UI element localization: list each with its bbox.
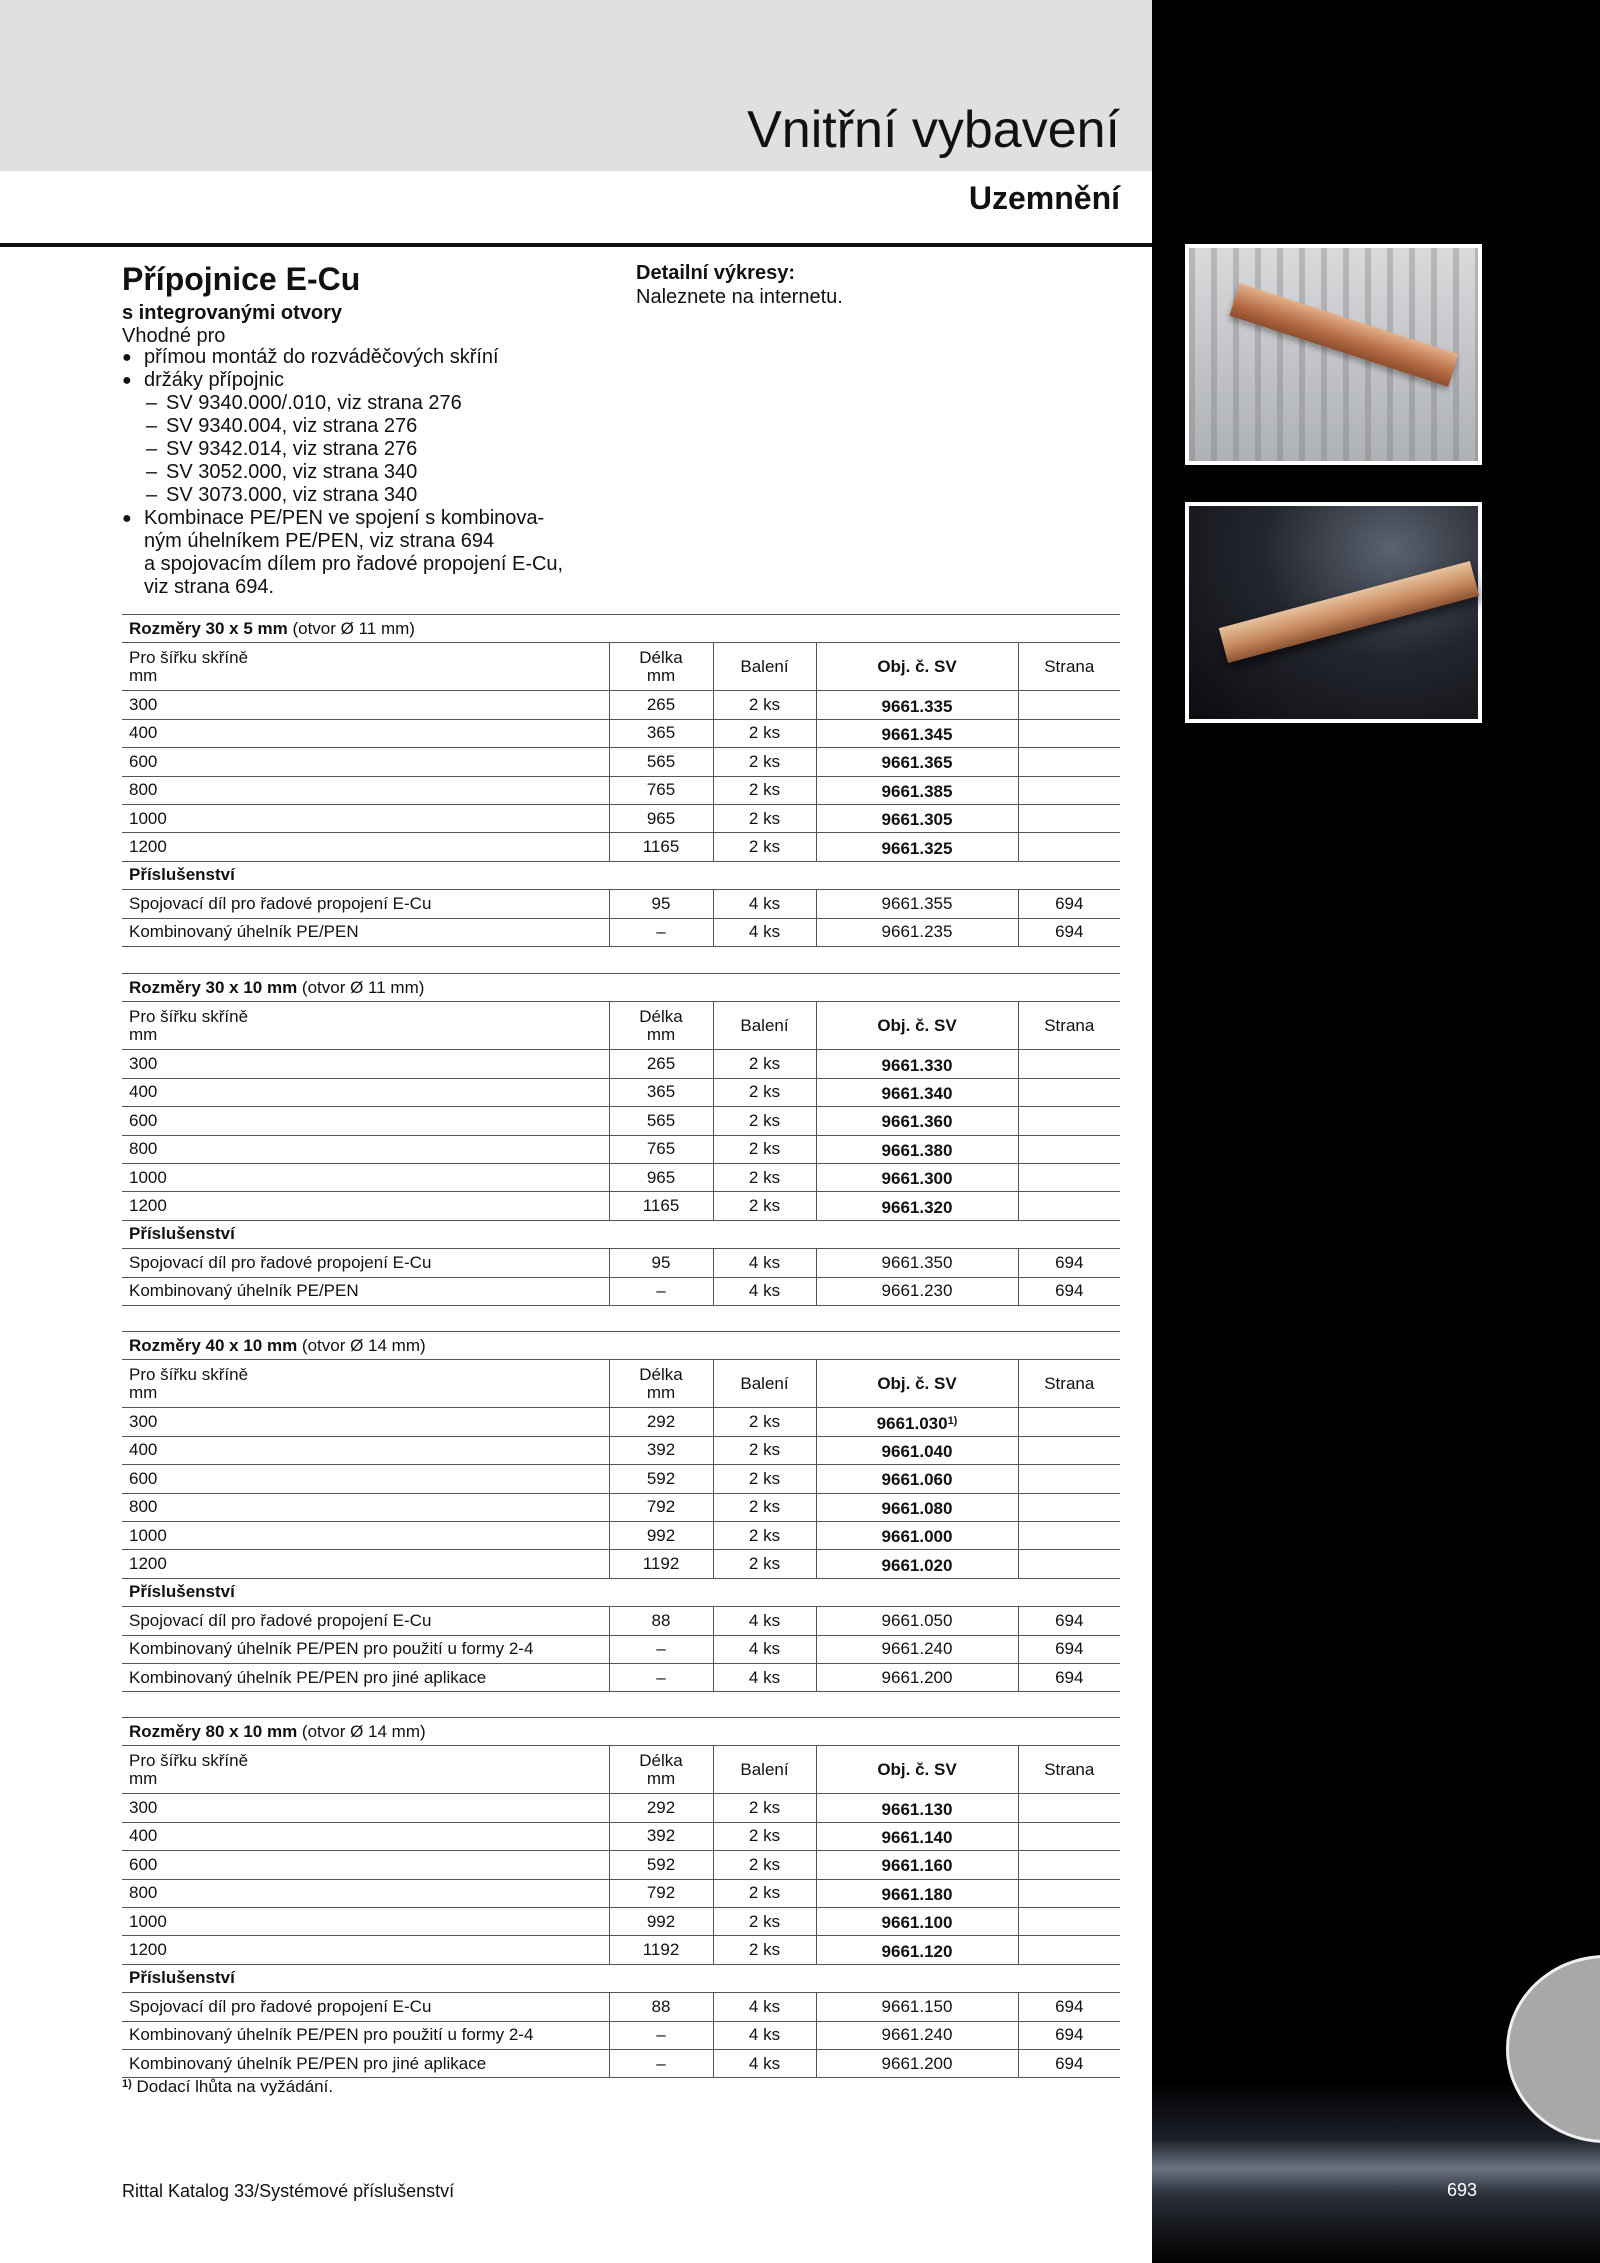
accessory-row <box>122 1993 1120 2021</box>
product-subtitle: s integrovanými otvory <box>122 302 343 324</box>
col-header-length: Délka mm <box>609 1002 713 1050</box>
col-header-width: Pro šířku skříně mm <box>122 1360 609 1408</box>
cell-page <box>1018 748 1120 776</box>
cell-length: – <box>609 2021 713 2049</box>
cell-length: 765 <box>609 776 713 804</box>
cell-length: 95 <box>609 1249 713 1277</box>
cell-length: 95 <box>609 890 713 918</box>
cell-length: 265 <box>609 691 713 719</box>
col-header-length: Délka mm <box>609 643 713 691</box>
cell-width: 600 <box>122 1851 609 1879</box>
col-header-order: Obj. č. SV <box>816 1746 1018 1794</box>
cell-pack: 4 ks <box>713 918 816 946</box>
feature-subitem: – SV 9342.014, viz strana 276 <box>144 438 622 461</box>
cell-length: 965 <box>609 804 713 832</box>
cell-order: 9661.160 <box>816 1851 1018 1879</box>
cell-width: 800 <box>122 1493 609 1521</box>
cell-accessory-name: Kombinovaný úhelník PE/PEN pro jiné aplikace <box>122 1663 609 1691</box>
cell-length: 1192 <box>609 1936 713 1964</box>
dimension-table <box>122 973 1120 1306</box>
cell-pack: 2 ks <box>713 1408 816 1436</box>
cell-length: 365 <box>609 719 713 747</box>
cell-pack: 2 ks <box>713 1907 816 1935</box>
cell-width: 1200 <box>122 1192 609 1220</box>
table-header-row <box>122 1360 1120 1408</box>
busbar-product-photo <box>1185 502 1482 723</box>
col-header-length: Délka mm <box>609 1360 713 1408</box>
cell-order: 9661.355 <box>816 890 1018 918</box>
cell-order: 9661.240 <box>816 1635 1018 1663</box>
accessory-row <box>122 918 1120 946</box>
cell-page <box>1018 804 1120 832</box>
accessory-row <box>122 2021 1120 2049</box>
table-row <box>122 719 1120 747</box>
cell-pack: 4 ks <box>713 2021 816 2049</box>
cell-page: 694 <box>1018 1607 1120 1635</box>
cell-length: 592 <box>609 1465 713 1493</box>
cell-page <box>1018 1550 1120 1578</box>
cell-page <box>1018 1493 1120 1521</box>
cell-length: 88 <box>609 1607 713 1635</box>
cell-pack: 2 ks <box>713 833 816 861</box>
table-row <box>122 833 1120 861</box>
cell-order: 9661.305 <box>816 804 1018 832</box>
cell-length: 292 <box>609 1794 713 1822</box>
feature-item: ● Kombinace PE/PEN ve spojení s kombinova- ným úhelníkem PE/PEN, viz strana 694 a spojovacím dílem pro řadové propojení E-Cu, viz strana 694. <box>122 507 622 599</box>
col-header-pack: Balení <box>713 1002 816 1050</box>
cell-width: 800 <box>122 1879 609 1907</box>
accessories-label: Příslušenství <box>122 861 1120 889</box>
cell-length: 88 <box>609 1993 713 2021</box>
cell-accessory-name: Kombinovaný úhelník PE/PEN <box>122 918 609 946</box>
cell-page <box>1018 1408 1120 1436</box>
cell-length: 1165 <box>609 1192 713 1220</box>
cell-pack: 4 ks <box>713 890 816 918</box>
cell-order: 9661.300 <box>816 1163 1018 1191</box>
cell-page <box>1018 1465 1120 1493</box>
cell-width: 400 <box>122 1436 609 1464</box>
feature-sublist <box>144 392 622 507</box>
cell-order: 9661.080 <box>816 1493 1018 1521</box>
feature-item: ● přímou montáž do rozváděčových skříní <box>122 346 622 369</box>
cell-page <box>1018 1135 1120 1163</box>
cell-pack: 2 ks <box>713 1521 816 1549</box>
table-row <box>122 1192 1120 1220</box>
cell-order: 9661.050 <box>816 1607 1018 1635</box>
cell-pack: 2 ks <box>713 1107 816 1135</box>
cell-pack: 4 ks <box>713 1663 816 1691</box>
cell-page: 694 <box>1018 1635 1120 1663</box>
cell-width: 1200 <box>122 1936 609 1964</box>
accessories-row <box>122 1964 1120 1992</box>
col-header-page: Strana <box>1018 1360 1120 1408</box>
table-row <box>122 1135 1120 1163</box>
cell-width: 1000 <box>122 1163 609 1191</box>
col-header-page: Strana <box>1018 643 1120 691</box>
col-header-pack: Balení <box>713 643 816 691</box>
cell-pack: 2 ks <box>713 719 816 747</box>
col-header-pack: Balení <box>713 1746 816 1794</box>
cell-order: 9661.100 <box>816 1907 1018 1935</box>
cell-page: 694 <box>1018 1249 1120 1277</box>
footnote: $^{1)}$ Dodací lhůta na vyžádání. <box>122 2077 334 2096</box>
cell-accessory-name: Kombinovaný úhelník PE/PEN pro použití u formy 2-4 <box>122 1635 609 1663</box>
cell-order: 9661.030$^{1)}$ <box>816 1408 1018 1436</box>
accessories-row <box>122 1578 1120 1606</box>
cell-order: 9661.240 <box>816 2021 1018 2049</box>
cell-width: 600 <box>122 1465 609 1493</box>
accessories-label: Příslušenství <box>122 1578 1120 1606</box>
right-panel <box>1152 0 1600 2263</box>
cell-order: 9661.200 <box>816 1663 1018 1691</box>
table-row <box>122 1521 1120 1549</box>
cell-width: 300 <box>122 1794 609 1822</box>
cell-width: 300 <box>122 1050 609 1078</box>
cell-order: 9661.360 <box>816 1107 1018 1135</box>
cell-order: 9661.120 <box>816 1936 1018 1964</box>
cell-pack: 2 ks <box>713 1879 816 1907</box>
cell-page: 694 <box>1018 918 1120 946</box>
cell-pack: 2 ks <box>713 1135 816 1163</box>
details-heading: Detailní výkresy: <box>636 262 795 284</box>
cell-width: 400 <box>122 1822 609 1850</box>
cell-page: 694 <box>1018 2021 1120 2049</box>
cell-order: 9661.200 <box>816 2049 1018 2077</box>
cell-width: 800 <box>122 1135 609 1163</box>
cell-pack: 4 ks <box>713 1607 816 1635</box>
cell-length: 365 <box>609 1078 713 1106</box>
table-row <box>122 1550 1120 1578</box>
cell-width: 600 <box>122 748 609 776</box>
cell-accessory-name: Spojovací díl pro řadové propojení E-Cu <box>122 1607 609 1635</box>
cell-page <box>1018 1078 1120 1106</box>
table-row <box>122 1794 1120 1822</box>
cell-page <box>1018 1107 1120 1135</box>
cell-page <box>1018 1879 1120 1907</box>
cell-length: 292 <box>609 1408 713 1436</box>
cell-order: 9661.340 <box>816 1078 1018 1106</box>
cell-page <box>1018 1163 1120 1191</box>
cell-page <box>1018 776 1120 804</box>
accessory-row <box>122 1663 1120 1691</box>
table-header-row <box>122 1002 1120 1050</box>
cell-accessory-name: Spojovací díl pro řadové propojení E-Cu <box>122 1249 609 1277</box>
product-title: Přípojnice E-Cu <box>122 261 361 297</box>
cell-length: – <box>609 918 713 946</box>
cell-order: 9661.385 <box>816 776 1018 804</box>
cell-order: 9661.365 <box>816 748 1018 776</box>
page-number: 693 <box>1447 2180 1478 2200</box>
table-row <box>122 1907 1120 1935</box>
feature-subitem: – SV 9340.000/.010, viz strana 276 <box>144 392 622 415</box>
col-header-order: Obj. č. SV <box>816 643 1018 691</box>
cell-length: – <box>609 1635 713 1663</box>
cell-order: 9661.350 <box>816 1249 1018 1277</box>
cell-length: 392 <box>609 1436 713 1464</box>
table-header-row <box>122 643 1120 691</box>
cell-pack: 2 ks <box>713 1851 816 1879</box>
feature-subitem: – SV 3073.000, viz strana 340 <box>144 484 622 507</box>
table-row <box>122 748 1120 776</box>
feature-item: ● držáky přípojnic – SV 9340.000/.010, viz strana 276 – SV 9340.004, viz strana 276 – SV 9342.014, viz strana 276 – SV 3052.000, viz strana 340 – SV 3073.000, viz strana 340 <box>122 369 622 507</box>
cell-pack: 2 ks <box>713 804 816 832</box>
cell-width: 1200 <box>122 1550 609 1578</box>
cell-pack: 2 ks <box>713 1192 816 1220</box>
cell-accessory-name: Kombinovaný úhelník PE/PEN pro jiné aplikace <box>122 2049 609 2077</box>
dimension-table <box>122 614 1120 947</box>
cell-pack: 4 ks <box>713 1249 816 1277</box>
cell-pack: 2 ks <box>713 1550 816 1578</box>
cell-order: 9661.330 <box>816 1050 1018 1078</box>
cell-width: 800 <box>122 776 609 804</box>
cell-page: 694 <box>1018 2049 1120 2077</box>
feature-subitem: – SV 3052.000, viz strana 340 <box>144 461 622 484</box>
table-row <box>122 1408 1120 1436</box>
table-row <box>122 1163 1120 1191</box>
accessory-row <box>122 1607 1120 1635</box>
accessory-row <box>122 1635 1120 1663</box>
accessories-label: Příslušenství <box>122 1964 1120 1992</box>
cell-page <box>1018 1822 1120 1850</box>
accessory-row <box>122 890 1120 918</box>
accessories-label: Příslušenství <box>122 1220 1120 1248</box>
cell-pack: 2 ks <box>713 1050 816 1078</box>
cell-page: 694 <box>1018 1663 1120 1691</box>
table-row <box>122 1107 1120 1135</box>
table-row <box>122 1936 1120 1964</box>
cell-page <box>1018 1907 1120 1935</box>
accessory-row <box>122 1249 1120 1277</box>
accessories-row <box>122 1220 1120 1248</box>
busbar-installation-photo <box>1185 244 1482 465</box>
cell-page <box>1018 1050 1120 1078</box>
cell-length: 992 <box>609 1521 713 1549</box>
suitable-for-label: Vhodné pro <box>122 325 226 347</box>
cell-length: 265 <box>609 1050 713 1078</box>
cell-length: 792 <box>609 1493 713 1521</box>
dimension-table <box>122 1717 1120 2078</box>
cell-page <box>1018 1794 1120 1822</box>
cell-order: 9661.020 <box>816 1550 1018 1578</box>
col-header-order: Obj. č. SV <box>816 1360 1018 1408</box>
col-header-pack: Balení <box>713 1360 816 1408</box>
cell-page <box>1018 691 1120 719</box>
cell-order: 9661.235 <box>816 918 1018 946</box>
col-header-length: Délka mm <box>609 1746 713 1794</box>
header-rule <box>0 243 1152 247</box>
cell-pack: 2 ks <box>713 1436 816 1464</box>
col-header-order: Obj. č. SV <box>816 1002 1018 1050</box>
cell-width: 300 <box>122 691 609 719</box>
accessory-row <box>122 1277 1120 1305</box>
cell-width: 400 <box>122 719 609 747</box>
accessory-row <box>122 2049 1120 2077</box>
cell-length: 592 <box>609 1851 713 1879</box>
cell-width: 600 <box>122 1107 609 1135</box>
cell-accessory-name: Spojovací díl pro řadové propojení E-Cu <box>122 1993 609 2021</box>
cell-width: 1000 <box>122 1907 609 1935</box>
cell-page <box>1018 1851 1120 1879</box>
cell-pack: 2 ks <box>713 1794 816 1822</box>
cell-length: 565 <box>609 748 713 776</box>
cell-order: 9661.130 <box>816 1794 1018 1822</box>
cell-order: 9661.180 <box>816 1879 1018 1907</box>
col-header-width: Pro šířku skříně mm <box>122 1746 609 1794</box>
cell-width: 1000 <box>122 1521 609 1549</box>
cell-page <box>1018 1436 1120 1464</box>
table-row <box>122 1465 1120 1493</box>
table-row <box>122 1436 1120 1464</box>
table-row <box>122 1822 1120 1850</box>
cell-order: 9661.000 <box>816 1521 1018 1549</box>
col-header-width: Pro šířku skříně mm <box>122 1002 609 1050</box>
cell-length: – <box>609 2049 713 2077</box>
cell-width: 300 <box>122 1408 609 1436</box>
page-title: Vnitřní vybavení <box>747 101 1120 159</box>
table-title: Rozměry 80 x 10 mm (otvor Ø 14 mm) <box>122 1718 1120 1746</box>
cell-length: – <box>609 1663 713 1691</box>
cell-page <box>1018 1936 1120 1964</box>
cell-pack: 2 ks <box>713 1078 816 1106</box>
table-title: Rozměry 30 x 10 mm (otvor Ø 11 mm) <box>122 974 1120 1002</box>
cell-order: 9661.140 <box>816 1822 1018 1850</box>
cell-order: 9661.380 <box>816 1135 1018 1163</box>
cell-order: 9661.345 <box>816 719 1018 747</box>
section-title: Uzemnění <box>968 180 1120 216</box>
cell-pack: 2 ks <box>713 776 816 804</box>
dimension-table <box>122 1331 1120 1692</box>
col-header-page: Strana <box>1018 1002 1120 1050</box>
table-title: Rozměry 40 x 10 mm (otvor Ø 14 mm) <box>122 1332 1120 1360</box>
cell-pack: 2 ks <box>713 1163 816 1191</box>
cell-pack: 4 ks <box>713 1635 816 1663</box>
cell-order: 9661.335 <box>816 691 1018 719</box>
cell-pack: 4 ks <box>713 1277 816 1305</box>
cell-page <box>1018 1192 1120 1220</box>
details-text: Naleznete na internetu. <box>636 286 843 308</box>
cell-accessory-name: Spojovací díl pro řadové propojení E-Cu <box>122 890 609 918</box>
cell-pack: 2 ks <box>713 1465 816 1493</box>
table-row <box>122 1851 1120 1879</box>
cell-page <box>1018 1521 1120 1549</box>
cell-length: – <box>609 1277 713 1305</box>
cell-page: 694 <box>1018 890 1120 918</box>
cell-order: 9661.325 <box>816 833 1018 861</box>
cell-accessory-name: Kombinovaný úhelník PE/PEN pro použití u formy 2-4 <box>122 2021 609 2049</box>
cell-length: 565 <box>609 1107 713 1135</box>
cell-page <box>1018 719 1120 747</box>
feature-list <box>122 346 622 599</box>
cell-pack: 2 ks <box>713 1936 816 1964</box>
cell-order: 9661.150 <box>816 1993 1018 2021</box>
cell-pack: 2 ks <box>713 691 816 719</box>
feature-subitem: – SV 9340.004, viz strana 276 <box>144 415 622 438</box>
cell-order: 9661.320 <box>816 1192 1018 1220</box>
cell-page: 694 <box>1018 1277 1120 1305</box>
cell-accessory-name: Kombinovaný úhelník PE/PEN <box>122 1277 609 1305</box>
cell-page <box>1018 833 1120 861</box>
table-row <box>122 1493 1120 1521</box>
cell-length: 992 <box>609 1907 713 1935</box>
table-row <box>122 1050 1120 1078</box>
footer-catalog: Rittal Katalog 33/Systémové příslušenství <box>122 2181 455 2201</box>
col-header-page: Strana <box>1018 1746 1120 1794</box>
cell-page: 694 <box>1018 1993 1120 2021</box>
cell-width: 400 <box>122 1078 609 1106</box>
cell-length: 965 <box>609 1163 713 1191</box>
cell-length: 1165 <box>609 833 713 861</box>
cell-length: 392 <box>609 1822 713 1850</box>
cell-order: 9661.060 <box>816 1465 1018 1493</box>
table-row <box>122 691 1120 719</box>
table-title: Rozměry 30 x 5 mm (otvor Ø 11 mm) <box>122 615 1120 643</box>
cell-order: 9661.040 <box>816 1436 1018 1464</box>
cell-pack: 2 ks <box>713 1822 816 1850</box>
accessories-row <box>122 861 1120 889</box>
page-tab-circle <box>1506 1955 1600 2143</box>
cell-length: 1192 <box>609 1550 713 1578</box>
col-header-width: Pro šířku skříně mm <box>122 643 609 691</box>
cell-length: 765 <box>609 1135 713 1163</box>
cell-length: 792 <box>609 1879 713 1907</box>
table-row <box>122 776 1120 804</box>
cell-pack: 2 ks <box>713 1493 816 1521</box>
cell-pack: 4 ks <box>713 1993 816 2021</box>
table-row <box>122 804 1120 832</box>
cell-pack: 4 ks <box>713 2049 816 2077</box>
cell-pack: 2 ks <box>713 748 816 776</box>
table-header-row <box>122 1746 1120 1794</box>
cell-order: 9661.230 <box>816 1277 1018 1305</box>
cell-width: 1200 <box>122 833 609 861</box>
table-row <box>122 1078 1120 1106</box>
cell-width: 1000 <box>122 804 609 832</box>
table-row <box>122 1879 1120 1907</box>
